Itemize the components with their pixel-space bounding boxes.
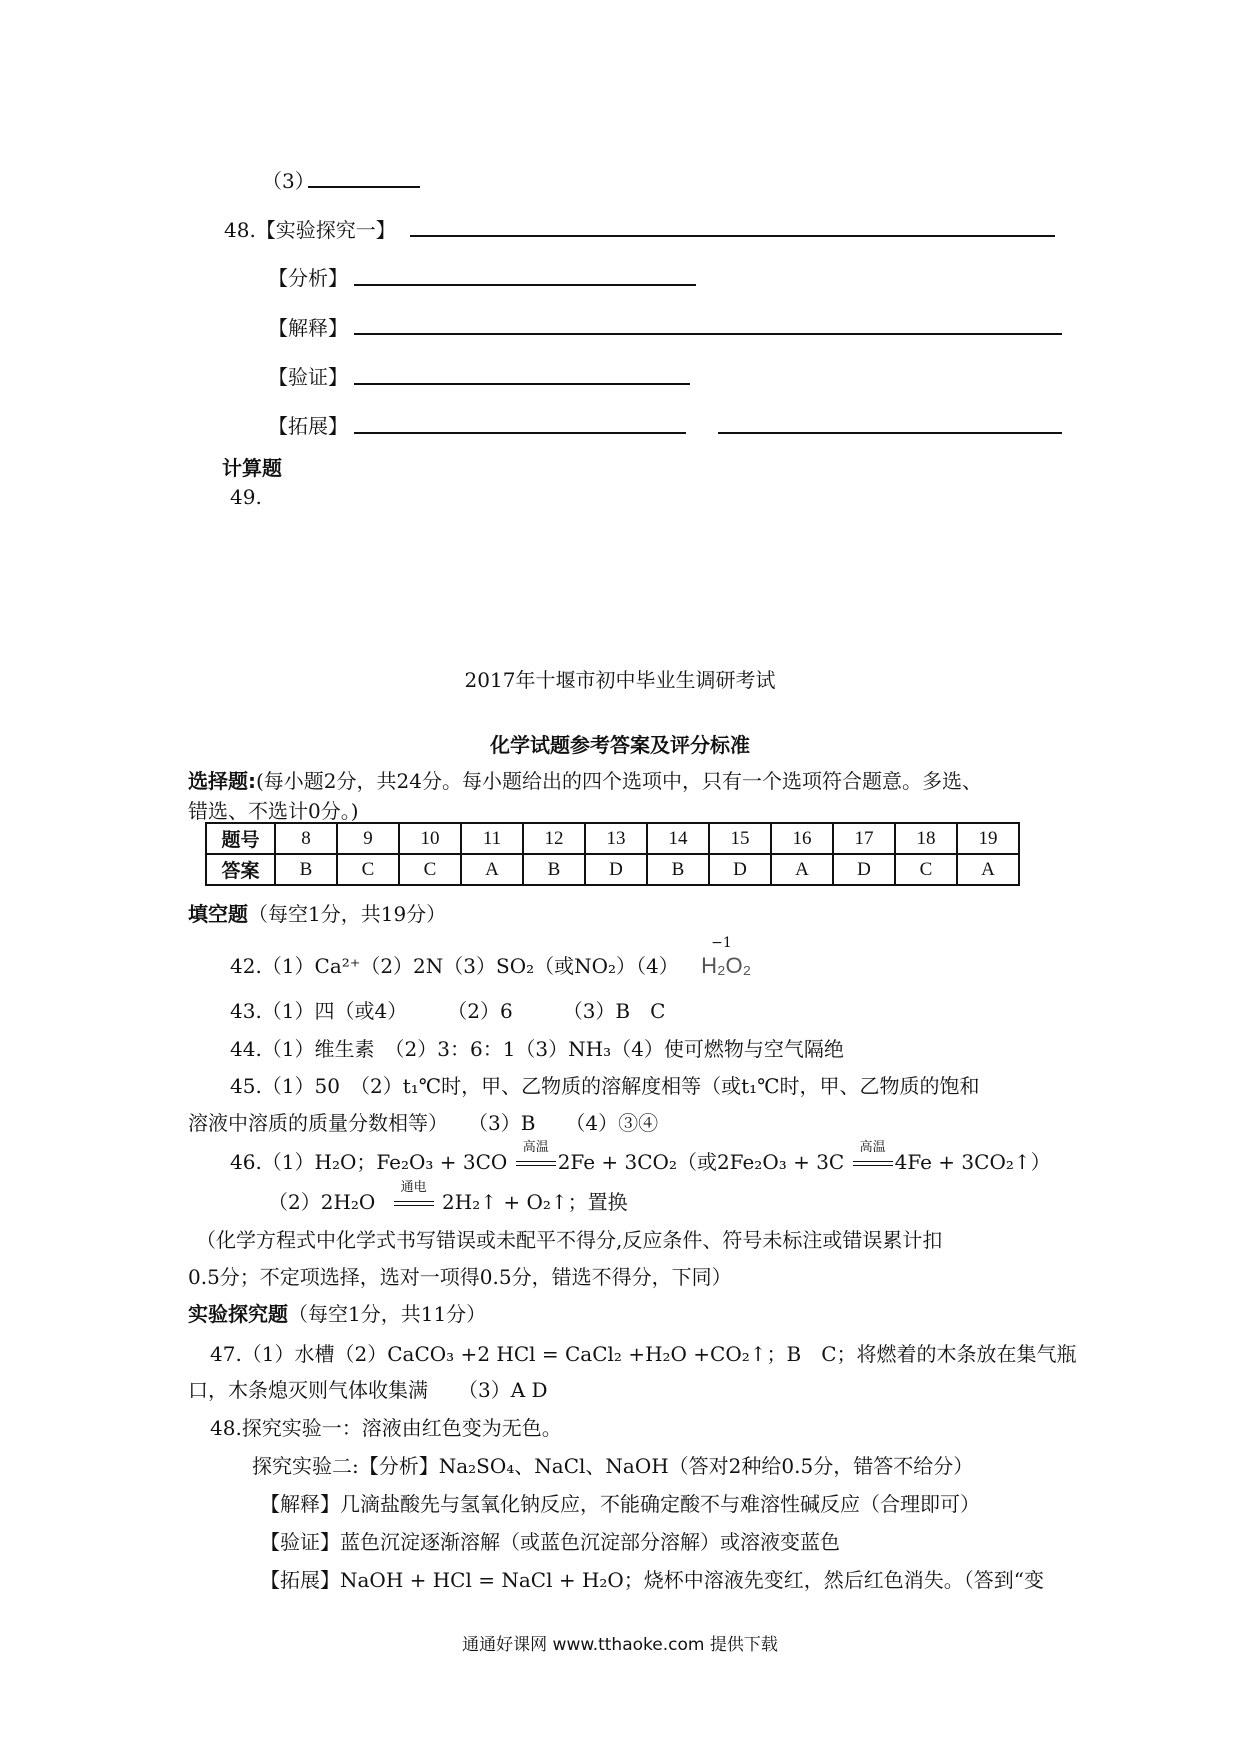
table-cell: C	[399, 854, 461, 885]
q43-answer: 43.（1）四（或4） （2）6 （3）B C	[230, 999, 666, 1023]
oxidation-state: −1	[711, 935, 732, 951]
choice-desc-line1: 选择题:(每小题2分，共24分。每小题给出的四个选项中，只有一个选项符合题意。多选、	[188, 769, 982, 793]
explain-blank	[354, 333, 1062, 335]
page-footer: 通通好课网 www.tthaoke.com 提供下载	[462, 1635, 778, 1655]
table-cell: D	[585, 854, 647, 885]
table-cell: B	[523, 854, 585, 885]
table-cell: C	[337, 854, 399, 885]
verify-label: 【验证】	[268, 365, 348, 389]
extend-blank-2	[718, 432, 1062, 434]
fill-section-heading: 填空题（每空1分，共19分）	[188, 902, 447, 926]
table-row-numbers	[206, 823, 1019, 854]
extend-label: 【拓展】	[268, 414, 348, 438]
answer-table	[205, 822, 1020, 886]
table-cell: 16	[771, 823, 833, 854]
extend-blank-1	[354, 432, 686, 434]
table-cell: A	[957, 854, 1019, 885]
table-cell: 17	[833, 823, 895, 854]
scoring-note-line1: （化学方程式中化学式书写错误或未配平不得分,反应条件、符号未标注或错误累计扣	[196, 1228, 943, 1252]
exp-section-label: 实验探究题	[188, 1302, 288, 1326]
condition-electrolysis: 通电	[392, 1190, 436, 1214]
q48-blank	[410, 235, 1055, 237]
table-cell: 14	[647, 823, 709, 854]
table-cell: 12	[523, 823, 585, 854]
table-cell: 10	[399, 823, 461, 854]
calc-section-title: 计算题	[222, 456, 282, 480]
verify-blank	[354, 383, 690, 385]
scoring-note-line2: 0.5分；不定项选择，选对一项得0.5分，错选不得分，下同）	[188, 1265, 732, 1289]
q47-answer-line1: 47.（1）水槽（2）CaCO₃ +2 HCl = CaCl₂ +H₂O +CO₂↑；B C；将燃着的木条放在集气瓶	[210, 1342, 1077, 1366]
table-cell: 13	[585, 823, 647, 854]
table-cell: 9	[337, 823, 399, 854]
q45-answer-line1: 45.（1）50 （2）t₁℃时，甲、乙物质的溶解度相等（或t₁℃时，甲、乙物质的饱和	[230, 1074, 980, 1098]
q45-answer-line2: 溶液中溶质的质量分数相等） （3）B （4）③④	[188, 1111, 659, 1135]
q47-part3-blank	[308, 186, 420, 188]
q48-answer-line3: 【解释】几滴盐酸先与氢氧化钠反应，不能确定酸不与难溶性碱反应（合理即可）	[260, 1492, 980, 1516]
table-cell: 18	[895, 823, 957, 854]
table-cell: C	[895, 854, 957, 885]
explain-label: 【解释】	[268, 316, 348, 340]
table-cell: 15	[709, 823, 771, 854]
table-cell: 11	[461, 823, 523, 854]
q47-answer-line2: 口，木条熄灭则气体收集满 （3）A D	[188, 1378, 548, 1402]
table-cell: D	[833, 854, 895, 885]
q49-label: 49.	[230, 485, 262, 509]
q46-answer-line1: 46.（1）H₂O；Fe₂O₃ + 3CO 高温 2Fe + 3CO₂（或2Fe₂O₃ + 3C 高温 4Fe + 3CO₂↑）	[230, 1140, 1051, 1174]
table-cell: A	[771, 854, 833, 885]
q48-answer-line2: 探究实验二:【分析】Na₂SO₄、NaCl、NaOH（答对2种给0.5分，错答不给分）	[252, 1454, 974, 1478]
exam-title: 2017年十堰市初中毕业生调研考试	[464, 668, 776, 692]
condition-high-temp-1: 高温	[514, 1150, 558, 1174]
choice-section-label: 选择题:	[188, 769, 256, 793]
table-cell: 8	[275, 823, 337, 854]
q48-label: 48.【实验探究一】	[224, 218, 396, 242]
table-cell: B	[275, 854, 337, 885]
table-head-number: 题号	[206, 823, 275, 854]
table-cell: 19	[957, 823, 1019, 854]
q42-answer: 42.（1）Ca²⁺（2）2N（3）SO₂（或NO₂）（4） −1 H₂O₂	[230, 935, 752, 978]
table-head-answer: 答案	[206, 854, 275, 885]
table-cell: A	[461, 854, 523, 885]
answer-key-title: 化学试题参考答案及评分标准	[490, 733, 750, 757]
q48-answer-line5: 【拓展】NaOH + HCl = NaCl + H₂O；烧杯中溶液先变红，然后红色消失。（答到“变	[260, 1568, 1045, 1592]
exp-section-heading: 实验探究题（每空1分，共11分）	[188, 1302, 487, 1326]
analysis-blank	[354, 284, 696, 286]
table-cell: B	[647, 854, 709, 885]
h2o2-formula: −1 H₂O₂	[701, 935, 752, 978]
q46-answer-line2: （2）2H₂O 通电 2H₂↑ + O₂↑；置换	[268, 1180, 628, 1214]
condition-high-temp-2: 高温	[851, 1150, 895, 1174]
choice-desc-line2: 错选、不选计0分。)	[188, 799, 359, 823]
table-row-answers	[206, 854, 1019, 885]
table-cell: D	[709, 854, 771, 885]
fill-section-label: 填空题	[188, 902, 248, 926]
q48-answer-line4: 【验证】蓝色沉淀逐渐溶解（或蓝色沉淀部分溶解）或溶液变蓝色	[260, 1530, 840, 1554]
q44-answer: 44.（1）维生素 （2）3：6：1（3）NH₃（4）使可燃物与空气隔绝	[230, 1037, 844, 1061]
q48-answer-line1: 48.探究实验一：溶液由红色变为无色。	[210, 1416, 562, 1440]
q47-part3-label: （3）	[262, 169, 315, 193]
analysis-label: 【分析】	[268, 266, 348, 290]
